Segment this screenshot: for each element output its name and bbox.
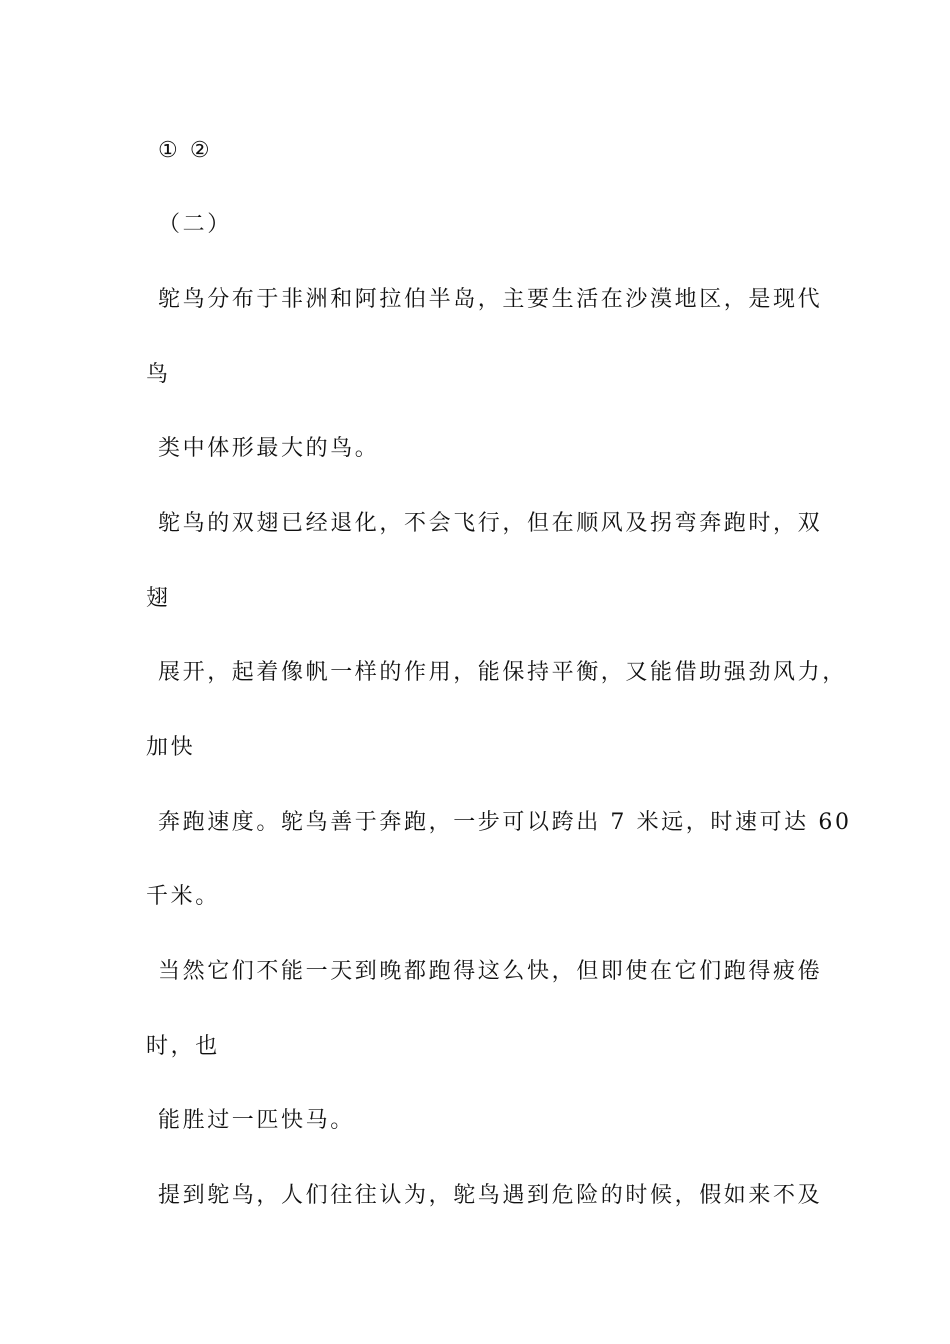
paragraph-line: 鸵鸟的双翅已经退化，不会飞行，但在顺风及拐弯奔跑时，双 xyxy=(158,511,823,536)
paragraph-line: 类中体形最大的鸟。 xyxy=(158,436,380,461)
paragraph-line: 鸟 xyxy=(146,362,171,387)
paragraph-line: 当然它们不能一天到晚都跑得这么快，但即使在它们跑得疲倦 xyxy=(158,959,823,984)
paragraph-line: 奔跑速度。鸵鸟善于奔跑，一步可以跨出 7 米远，时速可达 60 xyxy=(158,810,852,835)
paragraph-line: 加快 xyxy=(146,735,196,760)
paragraph-line: 鸵鸟分布于非洲和阿拉伯半岛，主要生活在沙漠地区，是现代 xyxy=(158,287,823,312)
paragraph-line: 千米。 xyxy=(146,884,220,909)
answer-markers: ① ② xyxy=(158,138,213,163)
paragraph-line: 时，也 xyxy=(146,1034,220,1059)
paragraph-line: 提到鸵鸟，人们往往认为，鸵鸟遇到危险的时候，假如来不及 xyxy=(158,1183,823,1208)
paragraph-line: 展开，起着像帆一样的作用，能保持平衡，又能借助强劲风力， xyxy=(158,660,847,685)
section-heading: （二） xyxy=(158,212,232,237)
paragraph-line: 能胜过一匹快马。 xyxy=(158,1108,355,1133)
paragraph-line: 翅 xyxy=(146,586,171,611)
